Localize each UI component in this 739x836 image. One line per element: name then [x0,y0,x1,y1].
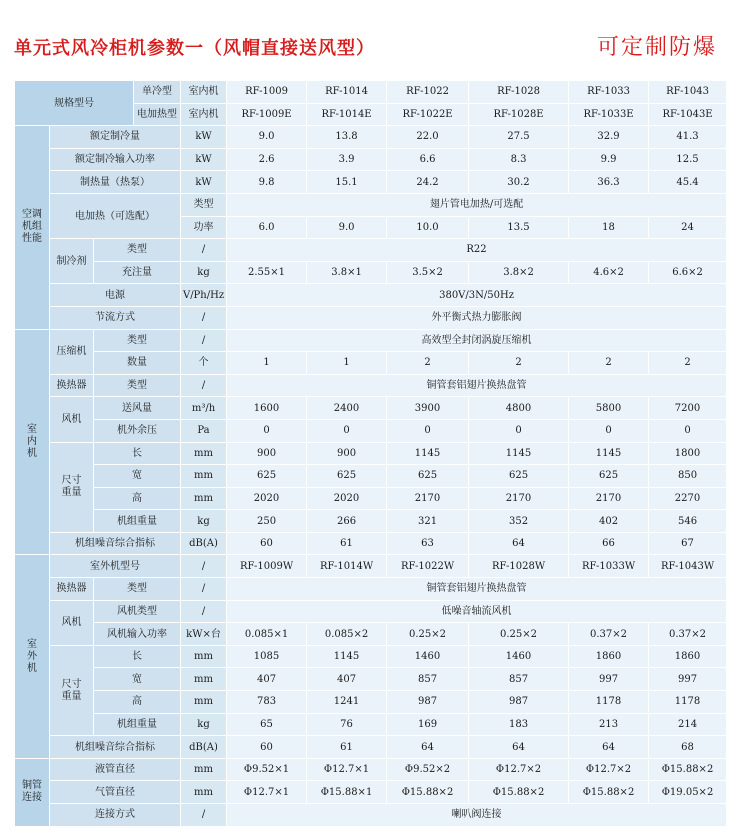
value-cell: 1178 [649,691,727,714]
page-header [0,0,739,76]
value-cell: 0.085×2 [307,623,387,646]
value-cell: 0.25×2 [469,623,569,646]
value-cell: 66 [569,532,649,555]
unit-cell: dB(A) [181,532,227,555]
value-cell: 2020 [227,487,307,510]
value-cell: 997 [649,668,727,691]
width-label: 宽 [94,465,181,488]
refrigerant-charge-row [15,261,727,284]
model-label: 规格型号 [15,81,134,126]
unit-cell: mm [181,668,227,691]
unit-cell: / [181,600,227,623]
unit-cell: mm [181,487,227,510]
value-cell: 68 [649,736,727,759]
unit-cell: / [181,374,227,397]
unit-cell: / [181,578,227,601]
value-cell: 32.9 [569,126,649,149]
model-heat-cell: RF-1009E [227,103,307,126]
value-cell: 64 [569,736,649,759]
outdoor-fan-power-row [15,623,727,646]
model-heat-cell: RF-1033E [569,103,649,126]
value-cell: 3900 [387,397,469,420]
unit-cell: dB(A) [181,736,227,759]
value-cell: 987 [469,691,569,714]
value-cell: 0.37×2 [649,623,727,646]
fan-label: 风机 [50,600,94,645]
value-cell: 402 [569,510,649,533]
value-cell: Φ15.88×2 [649,758,727,781]
value-cell: 625 [307,465,387,488]
value-cell: 3.9 [307,148,387,171]
outdoor-group-label: 室外机 [15,555,50,758]
value-cell: Φ9.52×2 [387,758,469,781]
value-cell: 9.0 [307,216,387,239]
value-cell: RF-1043W [649,555,727,578]
value-cell: 24.2 [387,171,469,194]
value-cell: 625 [569,465,649,488]
value-cell: 1145 [387,442,469,465]
value-cell: 857 [387,668,469,691]
charge-label: 充注量 [94,261,181,284]
unit-cell: / [181,306,227,329]
model-cool-cell: RF-1022 [387,81,469,104]
value-cell: 22.0 [387,126,469,149]
value-cell: RF-1028W [469,555,569,578]
value-cell: 0 [307,419,387,442]
cool-type-label: 单冷型 [134,81,181,104]
unit-cell: mm [181,781,227,804]
value-cell: 857 [469,668,569,691]
external-pressure-label: 机外余压 [94,419,181,442]
unit-cell: kg [181,261,227,284]
value-cell: 987 [387,691,469,714]
liquid-pipe-row [15,758,727,781]
value-cell: 2 [469,352,569,375]
perf-group-label: 空调机组性能 [15,126,50,329]
value-cell: 900 [227,442,307,465]
value-cell: 4.6×2 [569,261,649,284]
value-cell: 15.1 [307,171,387,194]
pipe-group-label: 铜管连接 [15,758,50,826]
value-cell: 266 [307,510,387,533]
throttle-row [15,306,727,329]
value-cell: 24 [649,216,727,239]
value-cell: 1 [307,352,387,375]
length-label: 长 [94,645,181,668]
outdoor-length-row [15,645,727,668]
value-cell: 213 [569,713,649,736]
value-cell: 1085 [227,645,307,668]
value-cell: 10.0 [387,216,469,239]
value-cell: 0.37×2 [569,623,649,646]
model-cool-cell: RF-1028 [469,81,569,104]
refrigerant-type-value: R22 [227,239,727,262]
value-cell: 3.5×2 [387,261,469,284]
connection-row [15,804,727,827]
value-cell: RF-1033W [569,555,649,578]
gas-pipe-label: 气管直径 [50,781,181,804]
airflow-label: 送风量 [94,397,181,420]
value-cell: RF-1022W [387,555,469,578]
unit-cell: kg [181,713,227,736]
width-label: 宽 [94,668,181,691]
heat-exchanger-value: 铜管套铝翅片换热盘管 [227,578,727,601]
value-cell: 3.8×2 [469,261,569,284]
height-label: 高 [94,691,181,714]
value-cell: 2 [649,352,727,375]
unit-cell: kW×台 [181,623,227,646]
value-cell: 2020 [307,487,387,510]
value-cell: Φ15.88×1 [307,781,387,804]
value-cell: 2 [387,352,469,375]
model-cool-cell: RF-1009 [227,81,307,104]
value-cell: 2270 [649,487,727,510]
value-cell: 64 [469,736,569,759]
value-cell: Φ9.52×1 [227,758,307,781]
weight-label: 机组重量 [94,713,181,736]
outdoor-noise-row [15,736,727,759]
throttle-value: 外平衡式热力膨胀阀 [227,306,727,329]
type-label: 类型 [94,374,181,397]
throttle-label: 节流方式 [50,306,181,329]
model-cool-row [15,81,727,104]
page-title: 单元式风冷柜机参数一（风帽直接送风型） [14,38,375,59]
value-cell: 1145 [569,442,649,465]
value-cell: Φ12.7×2 [469,758,569,781]
value-cell: 1800 [649,442,727,465]
value-cell: 61 [307,532,387,555]
heat-exchanger-label: 换热器 [50,374,94,397]
value-cell: 36.3 [569,171,649,194]
value-cell: RF-1009W [227,555,307,578]
unit-cell: mm [181,758,227,781]
indoor-group-label: 室内机 [15,329,50,555]
value-cell: 13.5 [469,216,569,239]
custom-explosion-proof-slogan: 可定制防爆 [596,35,717,60]
unit-cell: mm [181,691,227,714]
value-cell: 60 [227,532,307,555]
electric-heat-type-row [15,193,727,216]
outdoor-fan-type-row [15,600,727,623]
value-cell: 1860 [649,645,727,668]
heating-capacity-row [15,171,727,194]
refrigerant-label: 制冷剂 [50,239,94,284]
rated-cooling-label: 额定制冷量 [50,126,181,149]
value-cell: 1145 [307,645,387,668]
value-cell: 214 [649,713,727,736]
value-cell: Φ12.7×1 [307,758,387,781]
value-cell: 900 [307,442,387,465]
unit-cell: mm [181,442,227,465]
value-cell: 6.0 [227,216,307,239]
noise-label: 机组噪音综合指标 [50,532,181,555]
value-cell: 407 [307,668,387,691]
power-supply-label: 电源 [50,284,181,307]
size-weight-label: 尺寸重量 [50,442,94,532]
cooling-power-row [15,148,727,171]
fan-type-value: 低噪音轴流风机 [227,600,727,623]
compressor-type-row [15,329,727,352]
value-cell: 30.2 [469,171,569,194]
power-supply-row [15,284,727,307]
value-cell: 2170 [387,487,469,510]
value-cell: 2 [569,352,649,375]
value-cell: 9.8 [227,171,307,194]
type-label: 类型 [94,239,181,262]
compressor-label: 压缩机 [50,329,94,374]
heat-exchanger-value: 铜管套铝翅片换热盘管 [227,374,727,397]
value-cell: 546 [649,510,727,533]
value-cell: 27.5 [469,126,569,149]
value-cell: 2170 [569,487,649,510]
rated-cooling-row [15,126,727,149]
model-cool-cell: RF-1014 [307,81,387,104]
size-weight-label: 尺寸重量 [50,645,94,735]
unit-cell: / [181,804,227,827]
value-cell: 352 [469,510,569,533]
value-cell: 5800 [569,397,649,420]
value-cell: Φ15.88×2 [387,781,469,804]
external-pressure-row [15,419,727,442]
type-label: 类型 [181,193,227,216]
fan-power-label: 风机输入功率 [94,623,181,646]
value-cell: 625 [227,465,307,488]
value-cell: 0 [649,419,727,442]
refrigerant-type-row [15,239,727,262]
indoor-weight-row [15,510,727,533]
indoor-height-row [15,487,727,510]
unit-cell: 个 [181,352,227,375]
value-cell: 1241 [307,691,387,714]
value-cell: 63 [387,532,469,555]
value-cell: 625 [469,465,569,488]
gas-pipe-row [15,781,727,804]
value-cell: 6.6×2 [649,261,727,284]
value-cell: 65 [227,713,307,736]
power-label: 功率 [181,216,227,239]
unit-cell: mm [181,465,227,488]
airflow-row [15,397,727,420]
outdoor-width-row [15,668,727,691]
value-cell: Φ15.88×2 [469,781,569,804]
spec-table [14,80,727,827]
value-cell: 1 [227,352,307,375]
value-cell: Φ19.05×2 [649,781,727,804]
fan-type-label: 风机类型 [94,600,181,623]
unit-cell: mm [181,645,227,668]
value-cell: 2400 [307,397,387,420]
value-cell: 183 [469,713,569,736]
value-cell: 625 [387,465,469,488]
unit-cell: / [181,329,227,352]
electric-heat-label: 电加热（可选配） [50,193,181,238]
electric-heat-type-value: 翅片管电加热/可选配 [227,193,727,216]
value-cell: 1145 [469,442,569,465]
value-cell: 2.55×1 [227,261,307,284]
model-cool-cell: RF-1033 [569,81,649,104]
value-cell: 41.3 [649,126,727,149]
unit-cell: V/Ph/Hz [181,284,227,307]
indoor-width-row [15,465,727,488]
unit-cell: Pa [181,419,227,442]
value-cell: 9.9 [569,148,649,171]
value-cell: 64 [469,532,569,555]
model-cool-cell: RF-1043 [649,81,727,104]
qty-label: 数量 [94,352,181,375]
value-cell: 0 [227,419,307,442]
type-label: 类型 [94,329,181,352]
value-cell: RF-1014W [307,555,387,578]
value-cell: 783 [227,691,307,714]
model-heat-cell: RF-1014E [307,103,387,126]
value-cell: 13.8 [307,126,387,149]
value-cell: 61 [307,736,387,759]
value-cell: 850 [649,465,727,488]
type-label: 类型 [94,578,181,601]
liquid-pipe-label: 液管直径 [50,758,181,781]
value-cell: 8.3 [469,148,569,171]
compressor-type-value: 高效型全封闭涡旋压缩机 [227,329,727,352]
value-cell: 64 [387,736,469,759]
unit-cell: kW [181,148,227,171]
value-cell: 12.5 [649,148,727,171]
value-cell: 997 [569,668,649,691]
model-heat-cell: RF-1028E [469,103,569,126]
value-cell: 3.8×1 [307,261,387,284]
height-label: 高 [94,487,181,510]
unit-cell: kg [181,510,227,533]
value-cell: 6.6 [387,148,469,171]
value-cell: Φ15.88×2 [569,781,649,804]
heat-exchanger-label: 换热器 [50,578,94,601]
indoor-noise-row [15,532,727,555]
value-cell: 1460 [469,645,569,668]
unit-cell: kW [181,126,227,149]
value-cell: 67 [649,532,727,555]
value-cell: 1860 [569,645,649,668]
connection-value: 喇叭阀连接 [227,804,727,827]
value-cell: 0.085×1 [227,623,307,646]
value-cell: 7200 [649,397,727,420]
value-cell: 60 [227,736,307,759]
value-cell: 0 [469,419,569,442]
value-cell: Φ12.7×1 [227,781,307,804]
outdoor-hx-row [15,578,727,601]
value-cell: 4800 [469,397,569,420]
noise-label: 机组噪音综合指标 [50,736,181,759]
cooling-power-label: 额定制冷输入功率 [50,148,181,171]
indoor-unit-label: 室内机 [181,103,227,126]
weight-label: 机组重量 [94,510,181,533]
value-cell: 0.25×2 [387,623,469,646]
value-cell: 2170 [469,487,569,510]
value-cell: 0 [387,419,469,442]
fan-label: 风机 [50,397,94,442]
value-cell: 45.4 [649,171,727,194]
value-cell: 1460 [387,645,469,668]
indoor-unit-label: 室内机 [181,81,227,104]
value-cell: Φ12.7×2 [569,758,649,781]
value-cell: 76 [307,713,387,736]
length-label: 长 [94,442,181,465]
outdoor-height-row [15,691,727,714]
unit-cell: kW [181,171,227,194]
indoor-hx-row [15,374,727,397]
outdoor-model-label: 室外机型号 [50,555,181,578]
value-cell: 250 [227,510,307,533]
model-heat-cell: RF-1043E [649,103,727,126]
power-supply-value: 380V/3N/50Hz [227,284,727,307]
value-cell: 1178 [569,691,649,714]
heat-type-label: 电加热型 [134,103,181,126]
value-cell: 2.6 [227,148,307,171]
heating-capacity-label: 制热量（热泵） [50,171,181,194]
value-cell: 0 [569,419,649,442]
unit-cell: / [181,555,227,578]
value-cell: 407 [227,668,307,691]
model-heat-cell: RF-1022E [387,103,469,126]
unit-cell: m³/h [181,397,227,420]
value-cell: 169 [387,713,469,736]
outdoor-model-row [15,555,727,578]
outdoor-weight-row [15,713,727,736]
value-cell: 18 [569,216,649,239]
compressor-qty-row [15,352,727,375]
indoor-length-row [15,442,727,465]
value-cell: 9.0 [227,126,307,149]
value-cell: 321 [387,510,469,533]
unit-cell: / [181,239,227,262]
value-cell: 1600 [227,397,307,420]
connection-label: 连接方式 [50,804,181,827]
